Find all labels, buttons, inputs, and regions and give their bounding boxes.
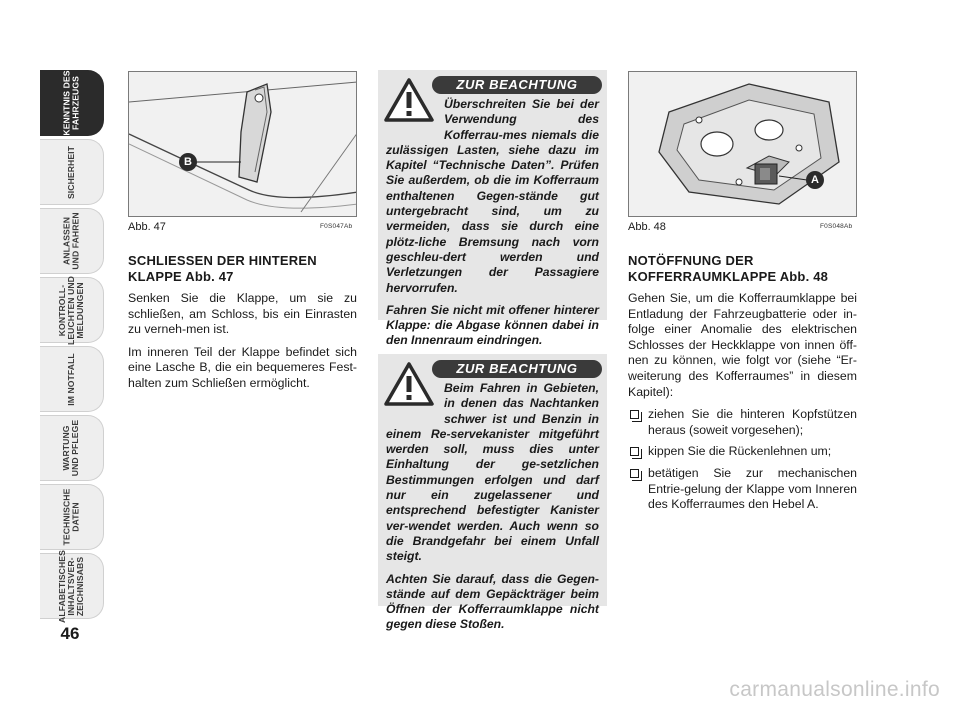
list-item: betätigen Sie zur mechanischen Entrie-gelung der Klappe vom Inneren des Kofferraumes den Hebel A.: [628, 466, 857, 513]
checkbox-bullet-icon: [630, 469, 639, 478]
emergency-opening-section: [628, 253, 857, 519]
tab-wartung-und-pflege[interactable]: [40, 415, 104, 481]
figure-47-tailgate-tab: [128, 71, 357, 217]
tab-sicherheit[interactable]: [40, 139, 104, 205]
checkbox-bullet-icon: [630, 410, 639, 419]
figure-48-code: F0S048Ab: [820, 223, 853, 230]
figure-48-lock-lever: [628, 71, 857, 217]
warning-paragraph: Überschreiten Sie bei der Verwendung des Kofferrau-mes niemals die zulässigen Lasten, siehe dazu im Kapitel “Technische Daten”. Prüfen Sie außerdem, ob die im Kofferraum enthaltenen Gegen-stände gut untergebracht sind, um zu vermeiden, dass sie durch eine plötz-liche Bremsung nach vorn geschleu-dert werden und Verletzungen der Passagiere hervorrufen.: [386, 97, 599, 295]
warning-badge: ZUR BEACHTUNG: [432, 76, 602, 94]
tab-label: TECHNISCHE DATEN: [61, 488, 81, 546]
warning-paragraph: Achten Sie darauf, dass die Gegen-stände auf dem Gepäckträger beim Öffnen der Kofferraumklappe nicht gegen diese Stoßen.: [386, 571, 599, 632]
tab-label: ALFABETISCHES INHALTSVER- ZEICHNISABS: [57, 549, 86, 623]
closing-heading: SCHLIESSEN DER HINTEREN KLAPPE Abb. 47: [128, 253, 317, 284]
warning-triangle-icon: [384, 78, 434, 122]
closing-paragraph: Im inneren Teil der Klappe befindet sich eine Lasche B, die ein bequemeres Fest-halten zum Schließen ermöglicht.: [128, 344, 357, 390]
tab-label: KENNTNIS DES FAHRZEUGS: [61, 70, 81, 136]
lock-mechanism-illustration: [629, 72, 857, 217]
warning-box-load: [378, 70, 607, 348]
emergency-steps: [628, 407, 857, 513]
list-item: kippen Sie die Rückenlehnen um;: [628, 444, 857, 460]
closing-paragraph: Senken Sie die Klappe, um sie zu schließen, am Schloss, bis ein Einrasten zu verneh-men ist.: [128, 291, 357, 337]
callout-a: A: [806, 171, 824, 189]
callout-b: B: [179, 153, 197, 171]
warning-badge: ZUR BEACHTUNG: [432, 360, 602, 378]
tab-kontrollleuchten[interactable]: [40, 277, 104, 343]
figure-47-caption: Abb. 47: [128, 221, 166, 233]
tab-kenntnis-des-fahrzeugs[interactable]: [40, 70, 104, 136]
page-number: 46: [60, 624, 80, 643]
figure-48-caption: Abb. 48: [628, 221, 666, 233]
figure-47-code: F0S047Ab: [320, 223, 353, 230]
emergency-heading: NOTÖFFNUNG DER KOFFERRAUMKLAPPE Abb. 48: [628, 253, 829, 284]
emergency-intro: Gehen Sie, um die Kofferraumklappe bei Entladung der Fahrzeugbatterie oder in-folge einer Anomalie des elektrischen Schlosses der Heckklappe von innen öff-nen zu können, wie folgt vor (siehe “Er-weiterung des Kofferraumes” in diesem Kapitel):: [628, 291, 857, 399]
watermark: carmanualsonline.info: [729, 678, 940, 701]
warning-paragraph: Beim Fahren in Gebieten, in denen das Nachtanken schwer ist und Benzin in einem Re-servekanister mitgeführt werden soll, muss dies unter Einhaltung der ge-setzlichen Bestimmungen erfolgen und darf nur ein zugelassener und entsprechend befestigter Kanister ver-wendet werden. Auch wenn so die Brandgefahr bei einem Unfall steigt.: [386, 381, 599, 564]
tailgate-tab-illustration: [129, 72, 357, 217]
tab-anlassen-und-fahren[interactable]: [40, 208, 104, 274]
tab-inhaltsverzeichnis[interactable]: [40, 549, 104, 623]
tab-im-notfall[interactable]: [40, 346, 104, 412]
closing-section: [128, 253, 357, 399]
list-item: ziehen Sie die hinteren Kopfstützen heraus (soweit vorgesehen);: [628, 407, 857, 438]
tab-technische-daten[interactable]: [40, 484, 104, 550]
warning-triangle-icon: [384, 362, 434, 406]
warning-paragraph: Fahren Sie nicht mit offener hinterer Klappe: die Abgase können dabei in den Innenraum eindringen.: [386, 302, 599, 348]
tab-label: KONTROLL- LEUCHTEN UND MELDUNGEN: [57, 275, 85, 345]
warning-box-fuel-canister: [378, 354, 607, 632]
tab-label: WARTUNG UND PFLEGE: [61, 419, 81, 477]
tab-label: SICHERHEIT: [65, 145, 76, 199]
tab-label: ANLASSEN UND FAHREN: [61, 212, 81, 270]
checkbox-bullet-icon: [630, 447, 639, 456]
tab-label: IM NOTFALL: [66, 352, 76, 406]
